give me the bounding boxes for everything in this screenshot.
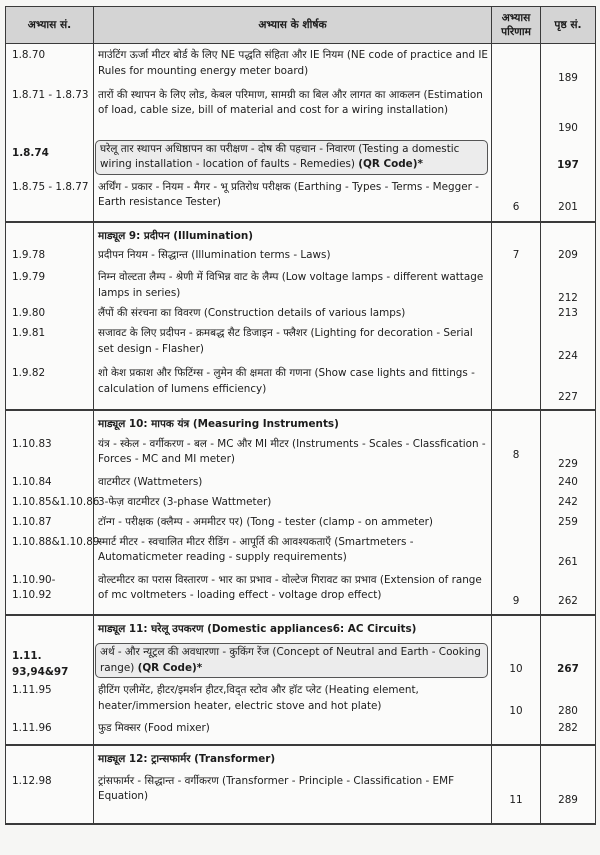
exercise-title-cell — [94, 641, 492, 683]
page-number: 289 — [541, 772, 596, 824]
exercise-title: शो केश प्रकाश और फिटिंग्स - लुमेन की क्षमता की गणना (Show case lights and fittings - calculation of lumens efficiency) — [94, 366, 492, 410]
exercise-number: 1.9.81 — [6, 326, 94, 366]
page-number: 209 — [541, 248, 596, 270]
page-number: 189 — [541, 44, 596, 88]
exercise-title: यंत्र - स्केल - वर्गीकरण - बल - MC और MI मीटर (Instruments - Scales - Classfication - Forces - MC and MI meter) — [94, 437, 492, 475]
exercise-title: निम्न वोल्टता लैम्प - श्रेणी में विभिन्न वाट के लैम्प (Low voltage lamps - different wattage lamps in series) — [94, 270, 492, 306]
exercise-number: 1.10.84 — [6, 475, 94, 495]
exercise-title: तारों की स्थापन के लिए लोड, केबल परिमाण, सामग्री का बिल और लागत का आकलन (Estimation of load, cable size, bill of material and cost for a wiring installation) — [94, 88, 492, 138]
table-row — [6, 306, 596, 326]
exercise-number: 1.8.71 - 1.8.73 — [6, 88, 94, 138]
exercise-number: 1.10.85&1.10.86 — [6, 495, 94, 515]
module-title: माड्यूल 11: घरेलू उपकरण (Domestic appliances6: AC Circuits) — [94, 615, 492, 642]
exercise-result — [492, 326, 541, 366]
exercise-result: 6 — [492, 180, 541, 222]
exercise-title: लैंपों की संरचना का विवरण (Construction details of various lamps) — [94, 306, 492, 326]
exercise-title: स्मार्ट मीटर - स्वचालित मीटर रीडिंग - आपूर्ति की आवश्यकताएँ (Smartmeters - Automaticmeter reading - supply requirements) — [94, 535, 492, 573]
exercise-title: टॉन्ग - परीक्षक (क्लैम्प - अममीटर पर) (Tong - tester (clamp - on ammeter) — [94, 515, 492, 535]
header-exercise-result: अभ्यास परिणाम — [492, 7, 541, 44]
exercise-title: अर्थिंग - प्रकार - नियम - मैगर - भू प्रतिरोध परीक्षक (Earthing - Types - Terms - Megger - Earth resistance Tester) — [94, 180, 492, 222]
exercise-title: माउंटिंग ऊर्जा मीटर बोर्ड के लिए NE पद्धति संहिता और IE नियम (NE code of practice and IE Rules for mounting energy meter board) — [94, 44, 492, 88]
contents-table — [5, 6, 596, 825]
page-number: 213 — [541, 306, 596, 326]
exercise-title: घरेलू तार स्थापन अधिष्ठापन का परीक्षण - दोष की पहचान - निवारण (Testing a domestic wiring installation - location of faults - Remedies) — [100, 142, 460, 171]
exercise-result — [492, 721, 541, 745]
page-number: 282 — [541, 721, 596, 745]
table-row — [6, 437, 596, 475]
exercise-result — [492, 515, 541, 535]
exercise-number: 1.11. 93,94&97 — [6, 641, 94, 683]
exercise-result — [492, 88, 541, 138]
exercise-title: प्रदीपन नियम - सिद्धान्त (Illumination terms - Laws) — [94, 248, 492, 270]
exercise-result — [492, 306, 541, 326]
page-number: 267 — [541, 641, 596, 683]
page-number: 242 — [541, 495, 596, 515]
page-number: 280 — [541, 683, 596, 721]
exercise-number: 1.9.82 — [6, 366, 94, 410]
page-number: 224 — [541, 326, 596, 366]
exercise-result: 11 — [492, 772, 541, 824]
exercise-result — [492, 44, 541, 88]
module-heading-row — [6, 745, 596, 772]
qr-code-label: (QR Code)* — [358, 158, 423, 171]
table-row — [6, 180, 596, 222]
header-exercise-title: अभ्यास के शीर्षक — [94, 7, 492, 44]
exercise-title: 3-फेज़ वाटमीटर (3-phase Wattmeter) — [94, 495, 492, 515]
exercise-number: 1.10.88&1.10.89 — [6, 535, 94, 573]
module-title: माड्यूल 12: ट्रान्सफार्मर (Transformer) — [94, 745, 492, 772]
page-number: 190 — [541, 88, 596, 138]
exercise-number: 1.9.80 — [6, 306, 94, 326]
exercise-result: 7 — [492, 248, 541, 270]
table-row — [6, 366, 596, 410]
table-row — [6, 326, 596, 366]
exercise-number: 1.12.98 — [6, 772, 94, 824]
qr-highlight-box — [95, 140, 488, 175]
exercise-title: वाटमीटर (Wattmeters) — [94, 475, 492, 495]
exercise-number: 1.9.79 — [6, 270, 94, 306]
exercise-number: 1.8.75 - 1.8.77 — [6, 180, 94, 222]
exercise-result — [492, 138, 541, 180]
exercise-number: 1.11.95 — [6, 683, 94, 721]
exercise-result: 10 — [492, 683, 541, 721]
exercise-title: सजावट के लिए प्रदीपन - क्रमबद्ध सैट डिजाइन - फ्लैशर (Lighting for decoration - Serial set design - Flasher) — [94, 326, 492, 366]
table-row — [6, 683, 596, 721]
table-row — [6, 475, 596, 495]
exercise-number: 1.10.87 — [6, 515, 94, 535]
page-number: 261 — [541, 535, 596, 573]
exercise-result: 9 — [492, 573, 541, 615]
exercise-number: 1.10.83 — [6, 437, 94, 475]
exercise-title: हीटिंग एलीमेंट, हीटर/इमर्शन हीटर,विद्त स्टोव और हॉट प्लेट (Heating element, heater/immersion heater, electric stove and hot plate) — [94, 683, 492, 721]
page-number: 229 — [541, 437, 596, 475]
header-page-no: पृष्ठ सं. — [541, 7, 596, 44]
exercise-result — [492, 475, 541, 495]
page-number: 197 — [541, 138, 596, 180]
page-number: 227 — [541, 366, 596, 410]
qr-code-label: (QR Code)* — [137, 661, 203, 674]
header-exercise-no: अभ्यास सं. — [6, 7, 94, 44]
table-row — [6, 721, 596, 745]
page-number: 262 — [541, 573, 596, 615]
exercise-number: 1.11.96 — [6, 721, 94, 745]
exercise-number: 1.8.74 — [6, 138, 94, 180]
exercise-title: वोल्टमीटर का परास विस्तारण - भार का प्रभाव - वोल्टेज गिरावट का प्रभाव (Extension of range of mc voltmeters - loading effect - voltage drop effect) — [94, 573, 492, 615]
exercise-result — [492, 366, 541, 410]
table-row — [6, 515, 596, 535]
table-row — [6, 573, 596, 615]
table-row — [6, 248, 596, 270]
table-row — [6, 535, 596, 573]
exercise-result: 8 — [492, 437, 541, 475]
table-header-row — [6, 7, 596, 44]
exercise-title: अर्थ - और न्यूट्रल की अवधारणा - कुकिंग रेंज (Concept of Neutral and Earth - Cooking range) — [100, 646, 481, 674]
exercise-number: 1.10.90-1.10.92 — [6, 573, 94, 615]
exercise-result — [492, 495, 541, 515]
module-heading-row — [6, 410, 596, 437]
exercise-number: 1.8.70 — [6, 44, 94, 88]
module-heading-row — [6, 222, 596, 249]
exercise-result — [492, 270, 541, 306]
page-number: 259 — [541, 515, 596, 535]
table-row — [6, 495, 596, 515]
module-title: माड्यूल 10: मापक यंत्र (Measuring Instruments) — [94, 410, 492, 437]
exercise-title-cell — [94, 138, 492, 180]
table-row — [6, 772, 596, 824]
table-row — [6, 270, 596, 306]
exercise-title: ट्रांसफार्मर - सिद्धान्त - वर्गीकरण (Transformer - Principle - Classification - EMF Equation) — [94, 772, 492, 824]
module-title: माड्यूल 9: प्रदीपन (Illumination) — [94, 222, 492, 249]
page-number: 212 — [541, 270, 596, 306]
exercise-result — [492, 535, 541, 573]
qr-highlight-box — [95, 643, 488, 678]
exercise-result: 10 — [492, 641, 541, 683]
page-number: 240 — [541, 475, 596, 495]
table-row — [6, 44, 596, 88]
table-row — [6, 641, 596, 683]
table-row — [6, 138, 596, 180]
module-heading-row — [6, 615, 596, 642]
exercise-title: फुड मिक्सर (Food mixer) — [94, 721, 492, 745]
page-number: 201 — [541, 180, 596, 222]
table-row — [6, 88, 596, 138]
exercise-number: 1.9.78 — [6, 248, 94, 270]
